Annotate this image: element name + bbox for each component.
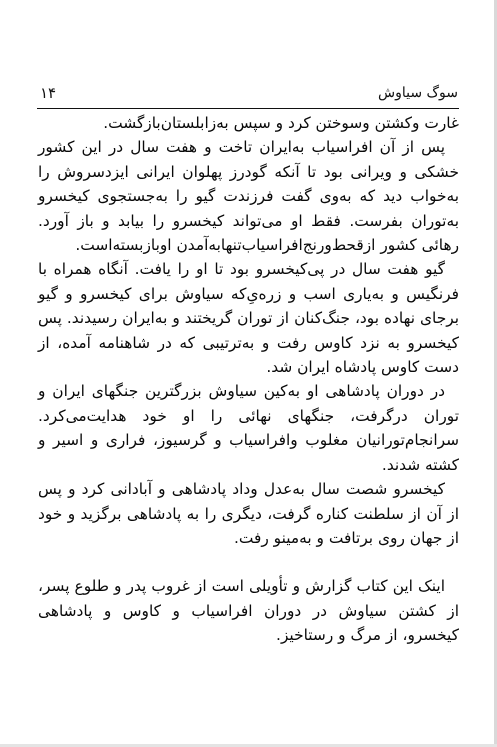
body-text — [38, 111, 459, 648]
page-header — [40, 82, 458, 104]
header-rule — [37, 108, 459, 109]
paragraph: اینک این کتاب گزارش و تأویلی است از غروب پدر و طلوع پسر، از کشتن سیاوش در دوران افراسیاب و کاوس و پادشاهی کیخسرو، از مرگ و رستاخیز. — [38, 577, 459, 645]
paragraph: در دوران پادشاهی او به‌کین سیاوش بزرگترین جنگهای ایران و توران درگرفت، جنگهای نهائی را او خود هدایت‌می‌کرد. سرانجام‌تورانیان مغلوب وافراسیاب و گرسیوز، فراری و اسیر و کشته شدند. — [38, 382, 459, 474]
paragraph: غارت وکشتن وسوختن کرد و سپس به‌زابلستان‌بازگشت. — [103, 114, 459, 132]
paragraph: پس از آن افراسیاب به‌ایران تاخت و هفت سال در این کشور خشکی و ویرانی بود تا آنکه گودرز پهلوان ایرانی ایزدسروش را به‌خواب دید که به‌وی گفت فرزندت گیو را به‌جستجوی کیخسرو به‌توران بفرست. فقط او می‌تواند کیخسرو را بیابد و باز آورد. رهائی کشور ازقحط‌ورنج‌افراسیاب‌تنهابه‌آمدن او‌بازبسته‌است. — [38, 138, 459, 255]
paragraph: گیو هفت سال در پی‌کیخسرو بود تا او را یافت. آنگاه همراه با فرنگیس و به‌یاری اسب و زره‌یِ‌که سیاوش برای کیخسرو و گیو برجای نهاده بود، جنگ‌کنان از توران گریختند و به‌ایران رسیدند. پس کیخسرو به نزد کاوس رفت و به‌ترتیبی که در شاهنامه آمده، از دست کاوس پادشاه ایران شد. — [38, 260, 459, 377]
running-title: سوگ سیاوش — [377, 85, 458, 101]
paragraph: کیخسرو شصت سال به‌عدل وداد پادشاهی و آبادانی کرد و پس از آن از سلطنت کناره گرفت، دیگری را به پادشاهی برگزید و خود از جهان روی برتافت و به‌مینو رفت. — [38, 480, 459, 547]
page-number: ۱۴ — [40, 84, 57, 102]
